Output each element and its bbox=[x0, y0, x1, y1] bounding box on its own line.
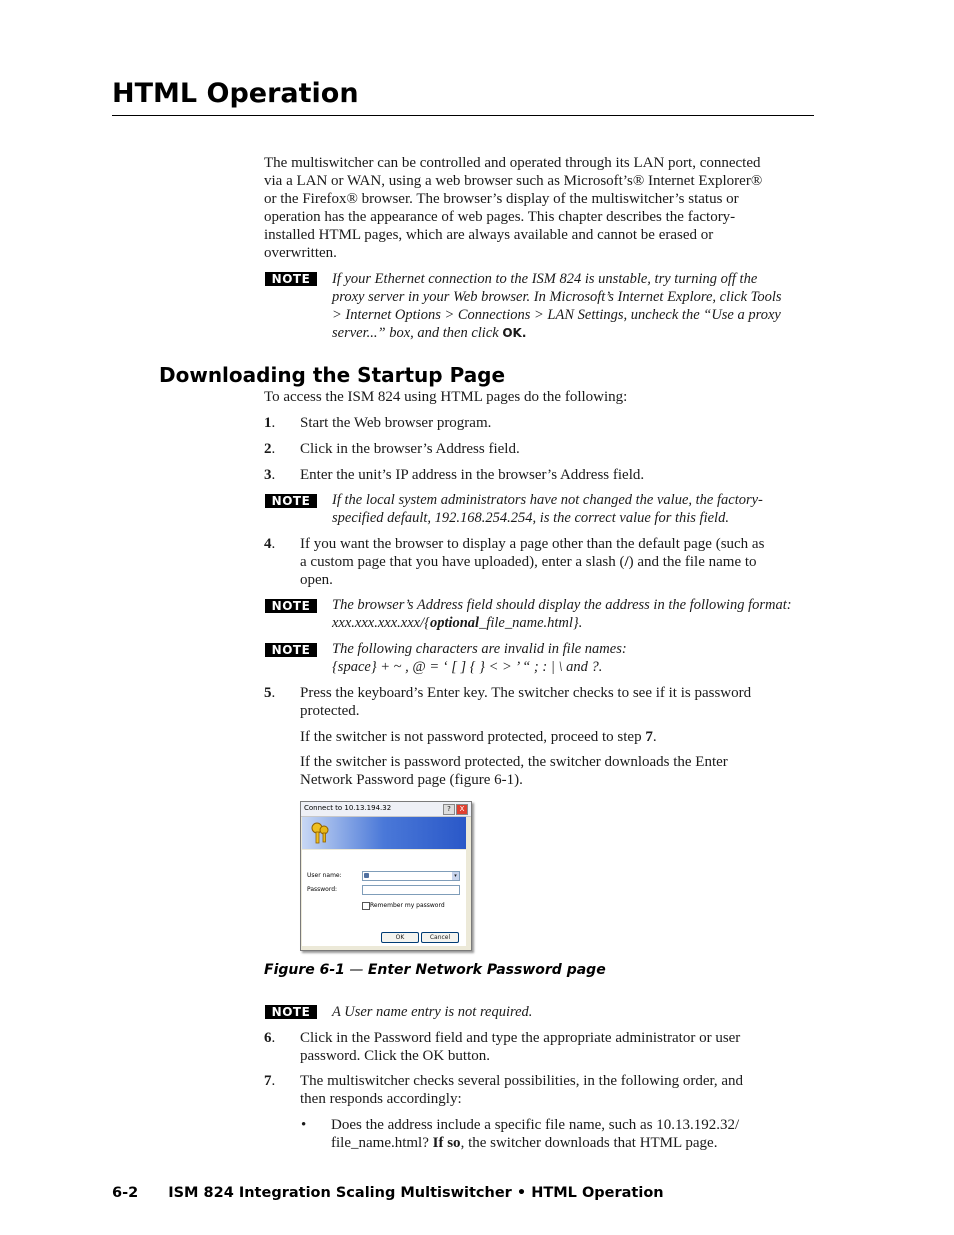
note-line: {space} + ~ , @ = ‘ [ ] { } < > ’ “ ; : | \ and ?. bbox=[332, 659, 603, 675]
note-badge: NOTE bbox=[265, 494, 317, 508]
chevron-down-icon[interactable]: ▾ bbox=[452, 872, 459, 880]
intro-line: installed HTML pages, which are always available and cannot be erased or bbox=[264, 227, 714, 243]
step-5 bbox=[300, 684, 814, 720]
step-number: 5. bbox=[264, 685, 276, 701]
step-line-text: If the switcher is not password protected, proceed to step bbox=[300, 729, 642, 745]
step-number: 6. bbox=[264, 1030, 276, 1046]
note-badge: NOTE bbox=[265, 599, 317, 613]
step-2: Click in the browser’s Address field. bbox=[300, 441, 520, 457]
note-line: If the local system administrators have not changed the value, the factory- bbox=[332, 492, 763, 508]
intro-line: or the Firefox® browser. The browser’s display of the multiswitcher’s status or bbox=[264, 191, 739, 207]
cancel-button[interactable]: Cancel bbox=[421, 932, 459, 943]
intro-line: overwritten. bbox=[264, 245, 337, 261]
step-number: 1. bbox=[264, 415, 276, 431]
step-line: open. bbox=[300, 572, 333, 588]
bullet-line-text: , the switcher downloads that HTML page. bbox=[460, 1135, 718, 1151]
step-line: Click in the Password field and type the appropriate administrator or user bbox=[300, 1030, 741, 1046]
step-line: If the switcher is password protected, the switcher downloads the Enter bbox=[300, 754, 728, 770]
step-5-para-2 bbox=[300, 753, 814, 789]
user-name-field[interactable] bbox=[362, 871, 460, 881]
step-number: 7. bbox=[264, 1073, 276, 1089]
note-line: > Internet Options > Connections > LAN Settings, uncheck the “Use a proxy bbox=[332, 307, 781, 323]
close-button[interactable]: X bbox=[456, 804, 468, 815]
step-num: 7 bbox=[264, 1073, 272, 1089]
bullet-item bbox=[331, 1116, 811, 1152]
user-name-label: User name: bbox=[307, 872, 342, 879]
remember-checkbox[interactable] bbox=[362, 902, 370, 910]
step-7 bbox=[300, 1072, 814, 1108]
note-line-text: _file_name.html}. bbox=[479, 615, 583, 631]
step-line: password. Click the OK button. bbox=[300, 1048, 490, 1064]
note-line bbox=[332, 324, 812, 342]
step-line: If you want the browser to display a page other than the default page (such as bbox=[300, 536, 765, 552]
slash-char: / bbox=[624, 554, 629, 570]
dialog-title-bar bbox=[301, 802, 471, 817]
note-default-ip bbox=[332, 491, 812, 527]
page-title: HTML Operation bbox=[112, 78, 359, 109]
step-line: then responds accordingly: bbox=[300, 1091, 462, 1107]
figure-caption bbox=[264, 962, 606, 978]
dialog-title: Connect to 10.13.194.32 bbox=[304, 804, 392, 812]
ok-emphasis: OK. bbox=[502, 326, 527, 340]
step-number: 2. bbox=[264, 441, 276, 457]
note-badge: NOTE bbox=[265, 1005, 317, 1019]
note-line-text: xxx.xxx.xxx.xxx/{ bbox=[332, 615, 430, 631]
password-label: Password: bbox=[307, 886, 338, 893]
note-badge: NOTE bbox=[265, 272, 317, 286]
note-username: A User name entry is not required. bbox=[332, 1004, 533, 1020]
user-icon bbox=[364, 873, 369, 878]
note-address-format bbox=[332, 596, 812, 632]
step-line-text: ) and the file name to bbox=[628, 554, 757, 570]
bullet-line bbox=[331, 1134, 811, 1152]
note-line: proxy server in your Web browser. In Microsoft’s Internet Explore, click Tools bbox=[332, 289, 782, 305]
section-heading: Downloading the Startup Page bbox=[159, 363, 506, 387]
step-line: Press the keyboard’s Enter key. The switcher checks to see if it is password bbox=[300, 685, 752, 701]
step-num: 6 bbox=[264, 1030, 272, 1046]
step-ref: 7 bbox=[645, 729, 653, 745]
help-button[interactable]: ? bbox=[443, 804, 455, 815]
step-num: 4 bbox=[264, 536, 272, 552]
if-so-emphasis: If so bbox=[432, 1135, 461, 1151]
section-intro: To access the ISM 824 using HTML pages do the following: bbox=[264, 389, 628, 405]
step-num: 5 bbox=[264, 685, 272, 701]
step-number: 4. bbox=[264, 536, 276, 552]
note-badge: NOTE bbox=[265, 643, 317, 657]
intro-line: via a LAN or WAN, using a web browser such as Microsoft’s® Internet Explorer® bbox=[264, 173, 763, 189]
password-field[interactable] bbox=[362, 885, 460, 895]
step-1: Start the Web browser program. bbox=[300, 415, 492, 431]
page-number: 6-2 bbox=[112, 1185, 139, 1201]
optional-emphasis: optional bbox=[429, 615, 480, 631]
remember-label: Remember my password bbox=[370, 902, 445, 909]
step-4 bbox=[300, 535, 814, 589]
note-invalid-chars bbox=[332, 640, 812, 676]
bullet-icon: • bbox=[301, 1117, 307, 1133]
bullet-line-text: file_name.html? bbox=[331, 1135, 433, 1151]
intro-line: The multiswitcher can be controlled and operated through its LAN port, connected bbox=[264, 155, 761, 171]
note-line: The following characters are invalid in file names: bbox=[332, 641, 627, 657]
step-line: protected. bbox=[300, 703, 360, 719]
step-num: 1 bbox=[264, 415, 272, 431]
step-3: Enter the unit’s IP address in the browser’s Address field. bbox=[300, 467, 645, 483]
intro-paragraph bbox=[264, 154, 812, 262]
note-line bbox=[332, 614, 812, 632]
step-num: 3 bbox=[264, 467, 272, 483]
ok-button[interactable]: OK bbox=[381, 932, 419, 943]
step-6 bbox=[300, 1029, 814, 1065]
step-line: Network Password page (figure 6-1). bbox=[300, 772, 523, 788]
step-num: 2 bbox=[264, 441, 272, 457]
note-line: specified default, 192.168.254.254, is the correct value for this field. bbox=[332, 510, 729, 526]
note-line: If your Ethernet connection to the ISM 824 is unstable, try turning off the bbox=[332, 271, 758, 287]
footer-text: ISM 824 Integration Scaling Multiswitcher • HTML Operation bbox=[168, 1185, 664, 1201]
step-line: The multiswitcher checks several possibilities, in the following order, and bbox=[300, 1073, 744, 1089]
note-line: The browser’s Address field should display the address in the following format: bbox=[332, 597, 792, 613]
figure-dash: — bbox=[344, 962, 368, 978]
dialog-banner bbox=[302, 817, 466, 849]
note-line-text: server...” box, and then click bbox=[332, 325, 499, 341]
password-dialog-figure bbox=[300, 801, 472, 951]
figure-label: Figure 6-1 bbox=[264, 962, 345, 978]
title-rule bbox=[112, 115, 814, 116]
intro-line: operation has the appearance of web pages. This chapter describes the factory- bbox=[264, 209, 736, 225]
step-line bbox=[300, 553, 814, 571]
keys-icon bbox=[310, 821, 330, 845]
step-5-para-1 bbox=[300, 728, 814, 746]
step-line-text: a custom page that you have uploaded), enter a slash ( bbox=[300, 554, 625, 570]
page-footer bbox=[112, 1185, 664, 1201]
bullet-line: Does the address include a specific file name, such as 10.13.192.32/ bbox=[331, 1117, 740, 1133]
figure-title: Enter Network Password page bbox=[367, 962, 606, 978]
step-number: 3. bbox=[264, 467, 276, 483]
note-proxy bbox=[332, 270, 812, 342]
step-line-text: . bbox=[652, 729, 657, 745]
